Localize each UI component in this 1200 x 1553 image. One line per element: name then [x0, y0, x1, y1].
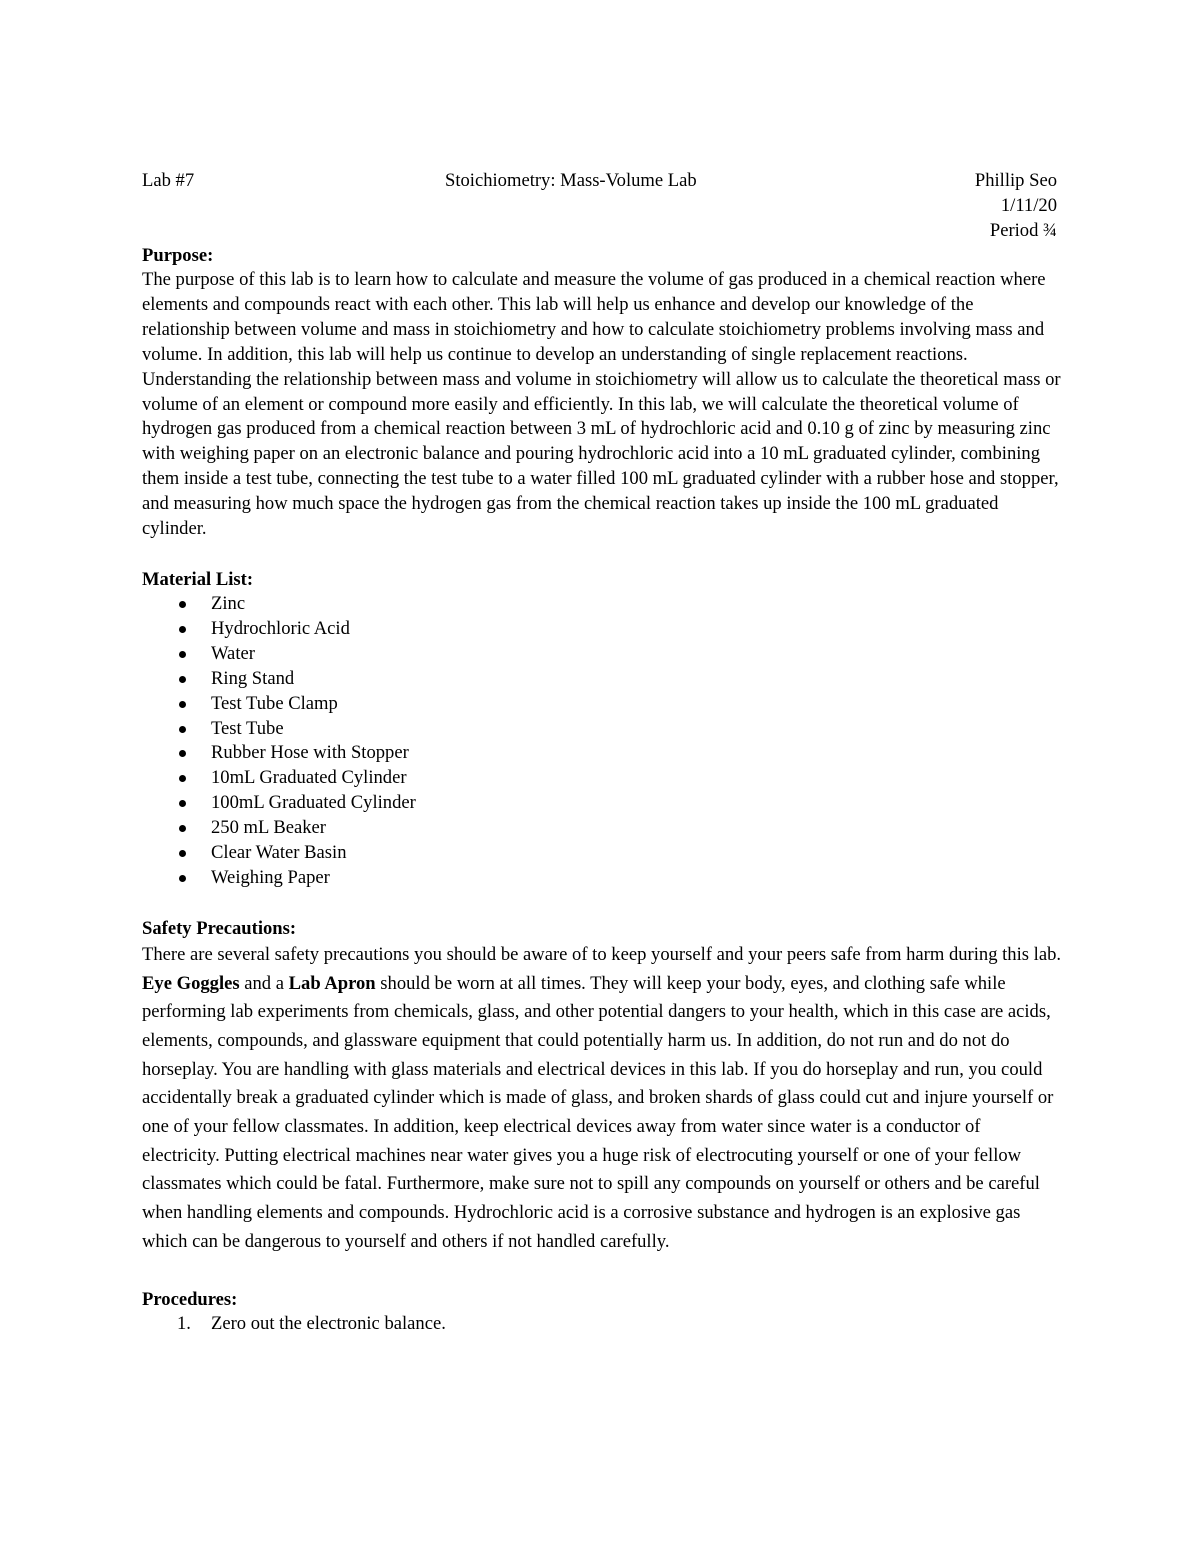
procedures-heading: Procedures: [142, 1288, 238, 1310]
list-item: 100mL Graduated Cylinder [142, 791, 1062, 816]
header-period: Period ¾ [989, 220, 1057, 241]
bullet-icon [179, 626, 186, 633]
bullet-icon [179, 850, 186, 857]
list-item: 1. Zero out the electronic balance. [177, 1312, 446, 1334]
safety-heading: Safety Precautions: [142, 917, 297, 939]
lab-title: Stoichiometry: Mass-Volume Lab [445, 170, 697, 191]
purpose-text: The purpose of this lab is to learn how to calculate and measure the volume of gas produced in a chemical reaction where elements and compounds react with each other. This lab will help us enhance and develop our knowledge of the relationship between volume and mass in stoichiometry and how to calculate stoichiometry problems involving mass and volume. In addition, this lab will help us continue to develop an understanding of single replacement reactions. Understanding the relationship between mass and volume in stoichiometry will allow us to calculate the theoretical mass or volume of an element or compound more easily and efficiently. In this lab, we will calculate the theoretical volume of hydrogen gas produced from a chemical reaction between 3 mL of hydrochloric acid and 0.10 g of zinc by measuring zinc with weighing paper on an electronic balance and pouring hydrochloric acid into a 10 mL graduated cylinder, combining them inside a test tube, connecting the test tube to a water filled 100 mL graduated cylinder with a rubber hose and stopper, and measuring how much space the hydrogen gas from the chemical reaction takes up inside the 100 mL graduated cylinder. [142, 269, 1061, 540]
list-item: Ring Stand [142, 667, 1062, 692]
procedures-list [142, 1312, 1062, 1337]
list-item: Zinc [142, 592, 1062, 617]
header-date: 1/11/20 [1000, 195, 1057, 216]
bullet-icon [179, 676, 186, 683]
list-item: Water [142, 642, 1062, 667]
bullet-icon [179, 775, 186, 782]
list-item: Clear Water Basin [142, 841, 1062, 866]
bullet-icon [179, 601, 186, 608]
author-name: Phillip Seo [974, 170, 1057, 191]
list-item: Test Tube [142, 717, 1062, 742]
list-item: Test Tube Clamp [142, 692, 1062, 717]
material-list-heading: Material List: [142, 568, 254, 590]
safety-text: There are several safety precautions you should be aware of to keep yourself and your peers safe from harm during this lab. Eye Goggles and a Lab Apron should be worn at all times. They will keep your body, eyes, and clothing safe while performing lab experiments from chemicals, glass, and other potential dangers to your health, which in this case are acids, elements, compounds, and glassware equipment that could potentially harm us. In addition, do not run and do not do horseplay. You are handling with glass materials and electrical devices in this lab. If you do horseplay and run, you could accidentally break a graduated cylinder which is made of glass, and broken shards of glass could cut and injure yourself or one of your fellow classmates. In addition, keep electrical devices away from water since water is a conductor of electricity. Putting electrical machines near water gives you a huge risk of electrocuting yourself or one of your fellow classmates which could be fatal. Furthermore, make sure not to spill any compounds on yourself or others and be careful when handling elements and compounds. Hydrochloric acid is a corrosive substance and hydrogen is an explosive gas which can be dangerous to yourself and others if not handled carefully. [142, 943, 1062, 1252]
lab-apron-emphasis: Lab Apron [288, 972, 376, 994]
eye-goggles-emphasis: Eye Goggles [142, 972, 240, 994]
bullet-icon [179, 726, 186, 733]
list-item: Weighing Paper [142, 866, 1062, 891]
lab-number: Lab #7 [142, 170, 195, 191]
bullet-icon [179, 825, 186, 832]
list-item: 250 mL Beaker [142, 816, 1062, 841]
document-page [142, 168, 1062, 1336]
bullet-icon [179, 651, 186, 658]
list-item: 10mL Graduated Cylinder [142, 766, 1062, 791]
bullet-icon [179, 875, 186, 882]
material-list [142, 592, 1062, 891]
purpose-heading: Purpose: [142, 245, 214, 266]
document-header [142, 168, 1062, 193]
list-item: Rubber Hose with Stopper [142, 741, 1062, 766]
bullet-icon [179, 701, 186, 708]
bullet-icon [179, 800, 186, 807]
bullet-icon [179, 750, 186, 757]
list-item: Hydrochloric Acid [142, 617, 1062, 642]
